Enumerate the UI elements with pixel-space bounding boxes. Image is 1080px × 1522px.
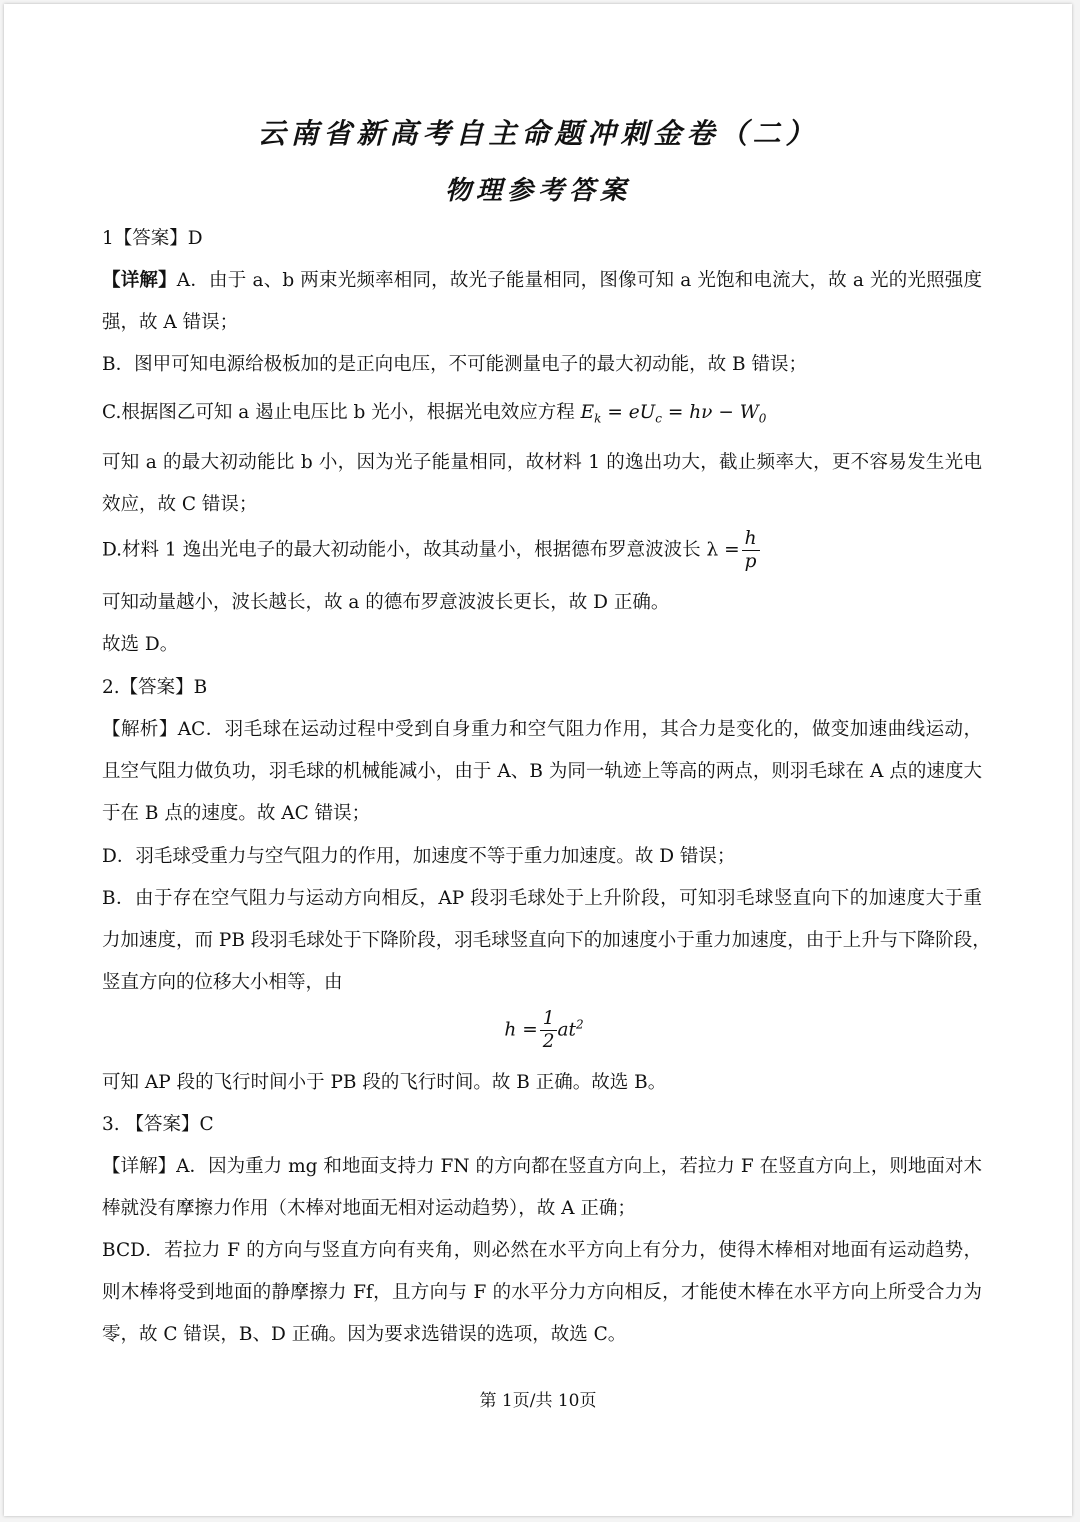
q3-line4: 则木棒将受到地面的静摩擦力 Ff，且方向与 F 的水平分力方向相反，才能使木棒在水平方向上所受合力为 xyxy=(102,1282,982,1303)
q3-line2: 棒就没有摩擦力作用（木棒对地面无相对运动趋势），故 A 正确； xyxy=(102,1198,636,1219)
q2-line5: B．由于存在空气阻力与运动方向相反，AP 段羽毛球处于上升阶段，可知羽毛球竖直向下的加速度大于重 xyxy=(102,888,982,909)
q2-line8: 可知 AP 段的飞行时间小于 PB 段的飞行时间。故 B 正确。故选 B。 xyxy=(102,1072,667,1093)
q1-detail-a-line1 xyxy=(102,268,982,294)
q3-answer: 3. 【答案】C xyxy=(102,1114,214,1135)
q2-line1: 【解析】AC．羽毛球在运动过程中受到自身重力和空气阻力作用，其合力是变化的，做变加速曲线运动， xyxy=(102,719,982,740)
q1-d-line1 xyxy=(102,528,982,573)
page-number: 第 1页/共 10页 xyxy=(479,1391,597,1411)
q1-answer: 1【答案】D xyxy=(102,228,203,249)
q1-c-line3: 效应，故 C 错误； xyxy=(102,494,258,515)
q2-line3: 于在 B 点的速度。故 AC 错误； xyxy=(102,803,371,824)
q1-b-line: B．图甲可知电源给极板加的是正向电压，不可能测量电子的最大初动能，故 B 错误； xyxy=(102,354,807,375)
q1-detail-label: 【详解】 xyxy=(102,270,177,291)
page-subtitle: 物理参考答案 xyxy=(444,176,631,206)
document-page xyxy=(4,4,1072,1516)
q3-line1: 【详解】A．因为重力 mg 和地面支持力 FN 的方向都在竖直方向上，若拉力 F 在竖直方向上，则地面对木 xyxy=(102,1156,982,1177)
q1-a-text: A．由于 a、b 两束光频率相同，故光子能量相同，图像可知 a 光饱和电流大，故 a 光的光照强度 xyxy=(176,270,982,291)
q1-c-formula: $E_k = eU_c = h\nu - W_0$ xyxy=(580,402,767,426)
q1-choose: 故选 D。 xyxy=(102,634,179,655)
q2-line7: 竖直方向的位移大小相等，由 xyxy=(102,972,343,993)
q1-d-fraction: $\frac{h}{p}$ xyxy=(742,528,760,573)
q1-c-line1 xyxy=(102,400,982,432)
q2-line2: 且空气阻力做负功，羽毛球的机械能减小，由于 A、B 为同一轨迹上等高的两点，则羽毛球在 A 点的速度大 xyxy=(102,761,982,782)
q2-equation: h = $\frac{1}{2}$ $at^2$ xyxy=(504,1008,584,1052)
q1-c-line2: 可知 a 的最大初动能比 b 小，因为光子能量相同，故材料 1 的逸出功大，截止频率大，更不容易发生光电 xyxy=(102,452,982,473)
q3-line5: 零，故 C 错误，B、D 正确。因为要求选错误的选项，故选 C。 xyxy=(102,1324,627,1345)
q2-answer: 2.【答案】B xyxy=(102,677,208,698)
q2-line4: D．羽毛球受重力与空气阻力的作用，加速度不等于重力加速度。故 D 错误； xyxy=(102,846,736,867)
page-title: 云南省新高考自主命题冲刺金卷（二） xyxy=(257,117,819,150)
q1-c-text: C.根据图乙可知 a 遏止电压比 b 光小，根据光电效应方程 xyxy=(102,402,581,423)
q1-a-line2: 强，故 A 错误； xyxy=(102,312,239,333)
q1-d-line2: 可知动量越小，波长越长，故 a 的德布罗意波波长更长，故 D 正确。 xyxy=(102,592,670,613)
q3-line3: BCD．若拉力 F 的方向与竖直方向有夹角，则必然在水平方向上有分力，使得木棒相对地面有运动趋势， xyxy=(102,1240,982,1261)
q1-d-text: D.材料 1 逸出光电子的最大初动能小，故其动量小，根据德布罗意波波长 λ = xyxy=(102,539,740,561)
q2-line6: 力加速度，而 PB 段羽毛球处于下降阶段，羽毛球竖直向下的加速度小于重力加速度，由于上升与下降阶段， xyxy=(102,930,991,951)
